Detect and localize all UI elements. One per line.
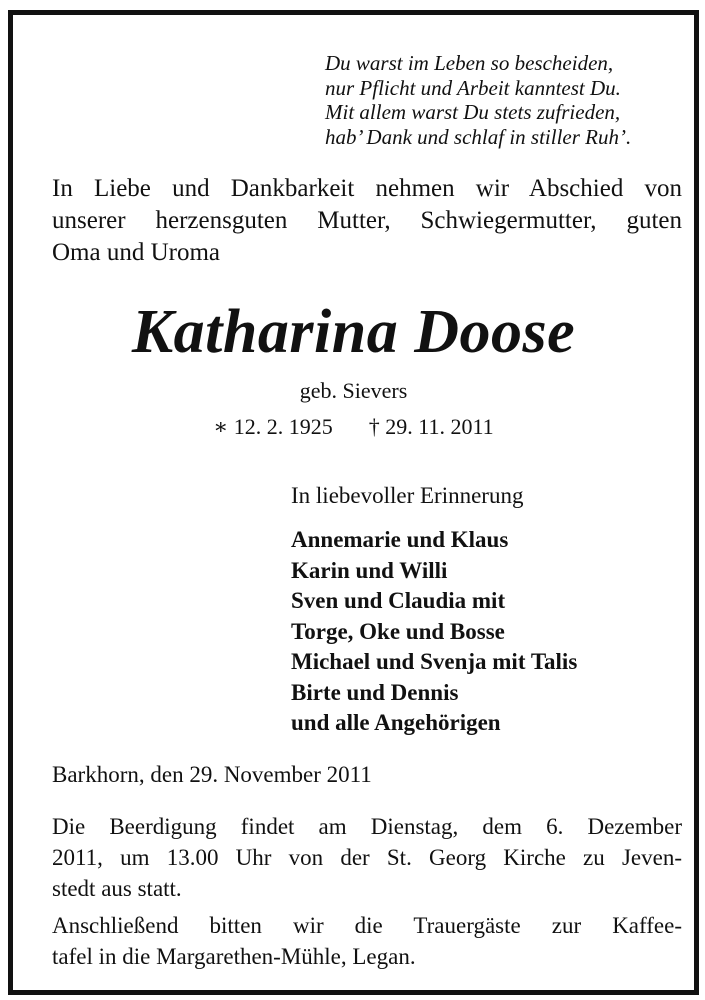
birth-date: ∗ 12. 2. 1925 [213,414,333,439]
intro-line: unserer herzensguten Mutter, Schwiegermutter, guten [52,207,682,234]
reception-info [52,910,682,972]
obituary-notice [8,10,699,995]
funeral-line: Die Beerdigung findet am Dienstag, dem 6. Dezember [52,814,682,839]
poem-verse [325,51,685,149]
memory-line: In liebevoller Erinnerung [291,483,524,508]
funeral-line: 2011, um 13.00 Uhr von der St. Georg Kirche zu Jeven- [52,845,682,870]
reception-line: Anschließend bitten wir die Trauergäste zur Kaffee- [52,913,682,938]
poem-line: nur Pflicht und Arbeit kanntest Du. [325,75,621,100]
poem-line: Du warst im Leben so bescheiden, [325,51,614,75]
mourner-line: Annemarie und Klaus [291,527,509,552]
maiden-name: geb. Sievers [299,378,408,403]
intro-line: In Liebe und Dankbarkeit nehmen wir Abschied von [52,175,682,202]
reception-line: tafel in die Margarethen-Mühle, Legan. [52,944,416,969]
mourner-line: Michael und Svenja mit Talis [291,649,578,674]
intro-text [52,173,682,269]
mourner-line: und alle Angehörigen [291,710,501,735]
mourner-line: Torge, Oke und Bosse [291,618,505,644]
death-date: † 29. 11. 2011 [368,414,494,439]
mourner-line: Karin und Willi [291,557,448,583]
mourner-line: Sven und Claudia mit [291,588,506,613]
funeral-info [52,811,682,904]
intro-line: Oma und Uroma [52,239,221,266]
funeral-line: stedt aus statt. [52,876,182,901]
life-dates [13,413,694,441]
place-and-date: Barkhorn, den 29. November 2011 [52,762,372,787]
deceased-name: Katharina Doose [131,298,576,366]
poem-line: Mit allem warst Du stets zufrieden, [325,100,621,124]
mourner-line: Birte und Dennis [291,679,459,705]
mourners-list [291,525,577,739]
poem-line: hab’ Dank und schlaf in stiller Ruh’. [325,124,632,149]
